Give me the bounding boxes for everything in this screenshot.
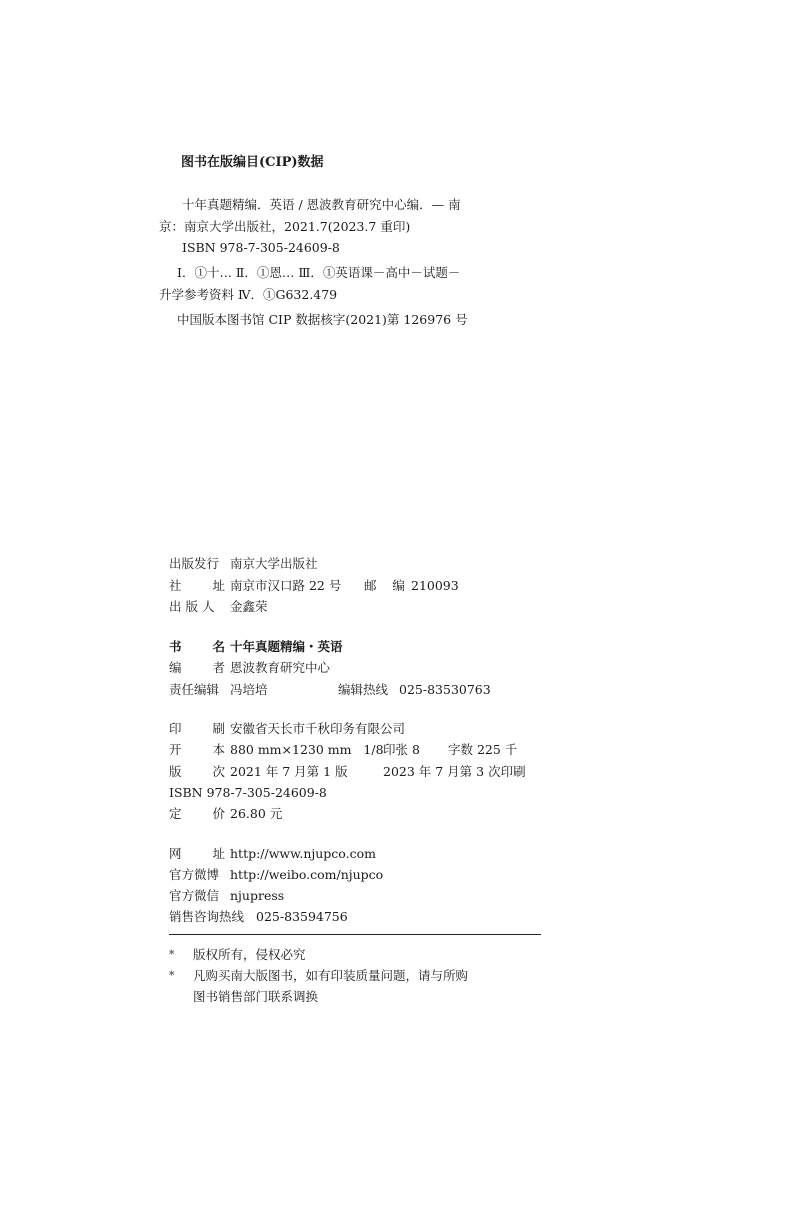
weibo-value: http://weibo.com/njupco [230, 867, 384, 882]
printer-label-b: 刷 [212, 721, 225, 736]
publish-label: 出版发行 [169, 556, 220, 571]
address-label-a: 社 [169, 578, 182, 593]
wechat-value: njupress [230, 888, 285, 903]
editor-value: 冯培培 [230, 682, 268, 697]
return-note-line-1: 凡购买南大版图书，如有印装质量问题，请与所购 [193, 968, 469, 983]
sales-hotline-label: 销售咨询热线 [169, 909, 245, 924]
print-sheets: 印张 8 [383, 742, 420, 757]
note-star-1: * [169, 948, 175, 961]
address-label-b: 址 [212, 578, 225, 593]
website-label [169, 846, 225, 862]
format-label [169, 742, 225, 758]
website-label-b: 址 [212, 846, 225, 861]
publisher-person-value: 金鑫荣 [230, 599, 268, 614]
author-label-b: 者 [212, 660, 225, 675]
cip-line-1: 十年真题精编．英语 / 恩波教育研究中心编．— 南 [182, 197, 461, 212]
editor-label: 责任编辑 [169, 682, 220, 697]
printer-value: 安徽省天长市千秋印务有限公司 [230, 721, 406, 736]
return-note-line-2: 图书销售部门联系调换 [193, 989, 319, 1004]
address-value: 南京市汉口路 22 号 [230, 578, 342, 593]
cip-isbn: ISBN 978-7-305-24609-8 [182, 240, 340, 255]
author-label-a: 编 [169, 660, 182, 675]
edition-label-a: 版 [169, 764, 182, 779]
copyright-note: 版权所有，侵权必究 [193, 947, 306, 962]
price-value: 26.80 元 [230, 806, 283, 821]
cip-title: 图书在版编目(CIP)数据 [181, 155, 324, 170]
cip-line-2: 京：南京大学出版社，2021.7(2023.7 重印) [159, 219, 411, 234]
book-name-label [169, 639, 225, 655]
printer-label-a: 印 [169, 721, 182, 736]
price-label-b: 价 [212, 806, 225, 821]
weibo-label: 官方微博 [169, 867, 220, 882]
edition-label [169, 764, 225, 780]
note-star-2: * [169, 969, 175, 982]
book-name-label-a: 书 [169, 639, 182, 654]
print-isbn: ISBN 978-7-305-24609-8 [169, 785, 327, 800]
edition-label-b: 次 [212, 764, 225, 779]
author-label [169, 660, 225, 676]
book-name-label-b: 名 [212, 639, 225, 654]
wechat-label: 官方微信 [169, 888, 220, 903]
edition-value: 2021 年 7 月第 1 版 [230, 764, 348, 779]
sales-hotline-value: 025-83594756 [256, 909, 348, 924]
cip-classification-1: Ⅰ．①十… Ⅱ．①恩… Ⅲ．①英语课－高中－试题－ [177, 265, 461, 280]
book-name-value: 十年真题精编・英语 [230, 639, 343, 654]
cip-classification-2: 升学参考资料 Ⅳ．①G632.479 [159, 287, 338, 302]
address-label [169, 578, 225, 594]
divider-line [169, 934, 541, 935]
publisher-person-label: 出 版 人 [169, 599, 215, 614]
price-label [169, 806, 225, 822]
printer-label [169, 721, 225, 737]
editor-hotline-label: 编辑热线 [338, 682, 389, 697]
reprint-value: 2023 年 7 月第 3 次印刷 [383, 764, 526, 779]
format-label-b: 本 [212, 742, 225, 757]
editor-hotline-value: 025-83530763 [399, 682, 491, 697]
website-label-a: 网 [169, 846, 182, 861]
postcode-label: 邮 编 [364, 578, 405, 593]
price-label-a: 定 [169, 806, 182, 821]
format-value: 880 mm×1230 mm 1/8 [230, 742, 384, 757]
postcode-value: 210093 [411, 578, 459, 593]
word-count: 字数 225 千 [448, 742, 518, 757]
cip-record-number: 中国版本图书馆 CIP 数据核字(2021)第 126976 号 [177, 312, 468, 327]
format-label-a: 开 [169, 742, 182, 757]
author-value: 恩波教育研究中心 [230, 660, 331, 675]
publish-value: 南京大学出版社 [230, 556, 318, 571]
website-value: http://www.njupco.com [230, 846, 376, 861]
